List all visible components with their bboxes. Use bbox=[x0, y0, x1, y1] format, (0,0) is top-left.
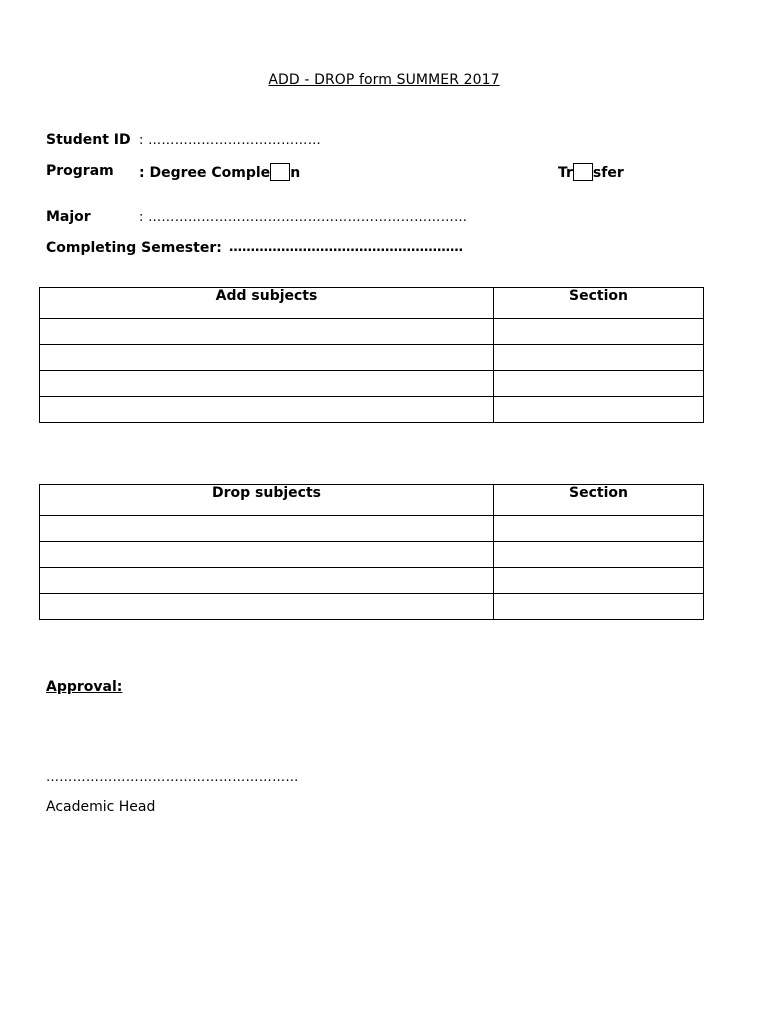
major-field[interactable]: : ……………………………………………………………… bbox=[139, 210, 468, 225]
completing-semester-label: Completing Semester: bbox=[46, 240, 222, 256]
add-subject-cell[interactable] bbox=[40, 319, 494, 345]
drop-section-header: Section bbox=[494, 485, 704, 516]
table-row bbox=[40, 594, 704, 620]
completing-semester-field[interactable]: ……………………………………………… bbox=[229, 240, 463, 255]
table-row bbox=[40, 319, 704, 345]
add-section-cell[interactable] bbox=[494, 319, 704, 345]
add-subjects-header: Add subjects bbox=[40, 288, 494, 319]
drop-subject-cell[interactable] bbox=[40, 568, 494, 594]
program-label: Program bbox=[46, 163, 114, 179]
table-row bbox=[40, 345, 704, 371]
add-subject-cell[interactable] bbox=[40, 397, 494, 423]
table-row bbox=[40, 371, 704, 397]
program-option-degree-completion bbox=[139, 163, 300, 181]
signature-line[interactable]: ………………………………………………… bbox=[46, 770, 299, 785]
degree-completion-text-end: n bbox=[290, 165, 301, 181]
approval-heading: Approval: bbox=[46, 679, 123, 695]
program-option-transfer bbox=[558, 163, 624, 181]
drop-subject-cell[interactable] bbox=[40, 594, 494, 620]
add-subject-cell[interactable] bbox=[40, 345, 494, 371]
add-section-header: Section bbox=[494, 288, 704, 319]
add-subjects-table bbox=[39, 287, 704, 423]
table-row bbox=[40, 542, 704, 568]
drop-section-cell[interactable] bbox=[494, 516, 704, 542]
drop-subjects-table bbox=[39, 484, 704, 620]
add-section-cell[interactable] bbox=[494, 345, 704, 371]
drop-subjects-header: Drop subjects bbox=[40, 485, 494, 516]
table-header-row bbox=[40, 288, 704, 319]
student-id-label: Student ID bbox=[46, 132, 131, 148]
transfer-text-end: sfer bbox=[592, 165, 624, 181]
table-header-row bbox=[40, 485, 704, 516]
degree-completion-text-start: : Degree Comple bbox=[139, 165, 271, 181]
table-row bbox=[40, 397, 704, 423]
transfer-text-start: Tr bbox=[558, 165, 573, 181]
degree-completion-checkbox[interactable] bbox=[270, 163, 290, 181]
student-id-field[interactable]: : ………………………………… bbox=[139, 133, 322, 148]
drop-section-cell[interactable] bbox=[494, 594, 704, 620]
drop-section-cell[interactable] bbox=[494, 568, 704, 594]
add-section-cell[interactable] bbox=[494, 371, 704, 397]
table-row bbox=[40, 568, 704, 594]
table-row bbox=[40, 516, 704, 542]
form-title: ADD - DROP form SUMMER 2017 bbox=[268, 72, 500, 88]
drop-subject-cell[interactable] bbox=[40, 542, 494, 568]
major-label: Major bbox=[46, 209, 91, 225]
drop-section-cell[interactable] bbox=[494, 542, 704, 568]
transfer-checkbox[interactable] bbox=[573, 163, 593, 181]
drop-subject-cell[interactable] bbox=[40, 516, 494, 542]
signatory-title: Academic Head bbox=[46, 799, 156, 815]
add-subject-cell[interactable] bbox=[40, 371, 494, 397]
add-section-cell[interactable] bbox=[494, 397, 704, 423]
